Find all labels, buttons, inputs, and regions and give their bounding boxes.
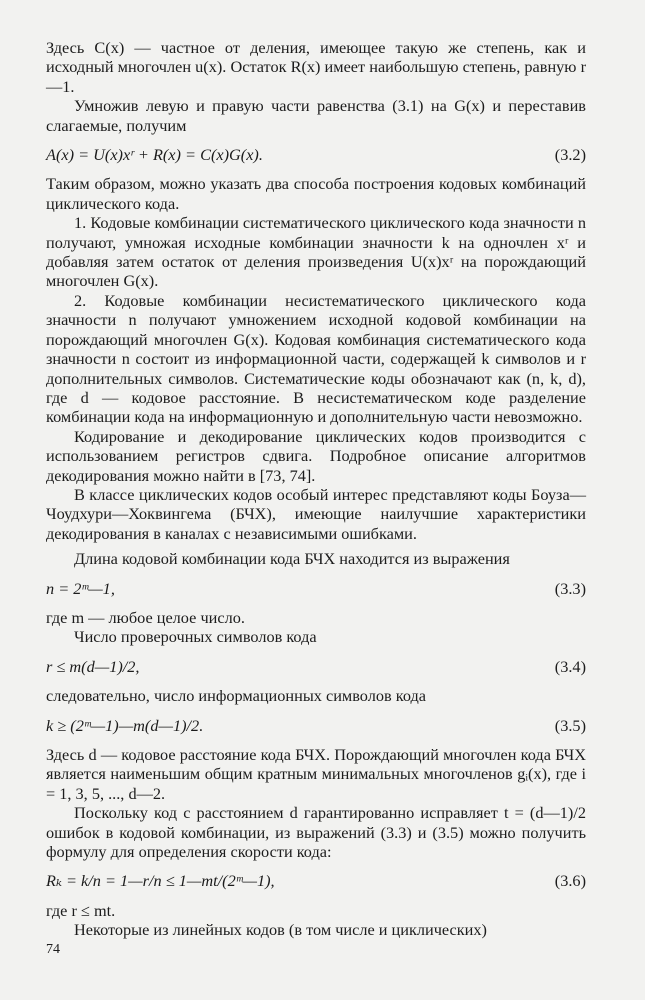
equation-3-3 (46, 579, 586, 598)
equation-number: (3.6) (554, 871, 586, 891)
paragraph: следовательно, число информационных символов кода (46, 686, 427, 706)
equation-formula: r ≤ m(d—1)/2, (46, 656, 140, 676)
paragraph: Длина кодовой комбинации кода БЧХ находится из выражения (74, 549, 510, 569)
paragraph: Некоторые из линейных кодов (в том числе и циклических) (74, 920, 487, 940)
page-body (46, 38, 586, 940)
equation-number: (3.2) (554, 145, 586, 165)
equation-number: (3.4) (554, 656, 586, 676)
equation-formula: Rₖ = k/n = 1—r/n ≤ 1—mt/(2ᵐ—1), (46, 871, 275, 891)
equation-3-2 (46, 145, 586, 164)
paragraph: Здесь d — кодовое расстояние кода БЧХ. Порождающий многочлен кода БЧХ является наименьшим общим кратным минимальных многочленов gᵢ(x), где i = 1, 3, 5, ..., d—2. (46, 745, 586, 803)
equation-number: (3.5) (554, 715, 586, 735)
equation-formula: A(x) = U(x)xʳ + R(x) = C(x)G(x). (46, 145, 263, 165)
paragraph: Умножив левую и правую части равенства (3.1) на G(x) и переставив слагаемые, получим (46, 96, 586, 135)
paragraph: В классе циклических кодов особый интерес представляют коды Боуза—Чоудхури—Хоквингема (БЧХ), имеющие наилучшие характеристики декодирования в каналах с независимыми ошибками. (46, 484, 586, 543)
paragraph: Кодирование и декодирование циклических кодов производится с использованием регистров сдвига. Подробное описание алгоритмов декодирования можно найти в [73, 74]. (46, 426, 586, 485)
equation-number: (3.3) (554, 578, 586, 598)
paragraph: Здесь C(x) — частное от деления, имеющее такую же степень, как и исходный многочлен u(x). Остаток R(x) имеет наибольшую степень, равную r—1. (46, 38, 586, 96)
page-number: 74 (46, 942, 60, 957)
paragraph: Число проверочных символов кода (74, 627, 317, 647)
equation-formula: n = 2ᵐ—1, (46, 578, 115, 598)
paragraph: 1. Кодовые комбинации систематического циклического кода значности n получают, умножая исходные комбинации значности k на одночлен xʳ и добавляя затем остаток от деления произведения U(x)xʳ на порождающий многочлен G(x). (46, 213, 586, 291)
paragraph: где m — любое целое число. (46, 607, 245, 627)
equation-3-5 (46, 716, 586, 735)
equation-3-6 (46, 871, 586, 890)
paragraph: Поскольку код с расстоянием d гарантированно исправляет t = (d—1)/2 ошибок в кодовой комбинации, из выражений (3.3) и (3.5) можно получить формулу для определения скорости кода: (46, 803, 586, 862)
equation-3-4 (46, 657, 586, 676)
equation-formula: k ≥ (2ᵐ—1)—m(d—1)/2. (46, 715, 204, 735)
paragraph: 2. Кодовые комбинации несистематического циклического кода значности n получают умножением исходной кодовой комбинации на порождающий многочлен G(x). Кодовая комбинация систематического кода значности n состоит из информационной части, содержащей k символов и r дополнительных символов. Систематические коды обозначают как (n, k, d), где d — кодовое расстояние. В несистематическом коде разделение комбинации кода на информационную и дополнительную части невозможно. (46, 290, 586, 427)
paragraph: где r ≤ mt. (46, 900, 116, 920)
paragraph: Таким образом, можно указать два способа построения кодовых комбинаций циклического кода. (46, 174, 586, 213)
